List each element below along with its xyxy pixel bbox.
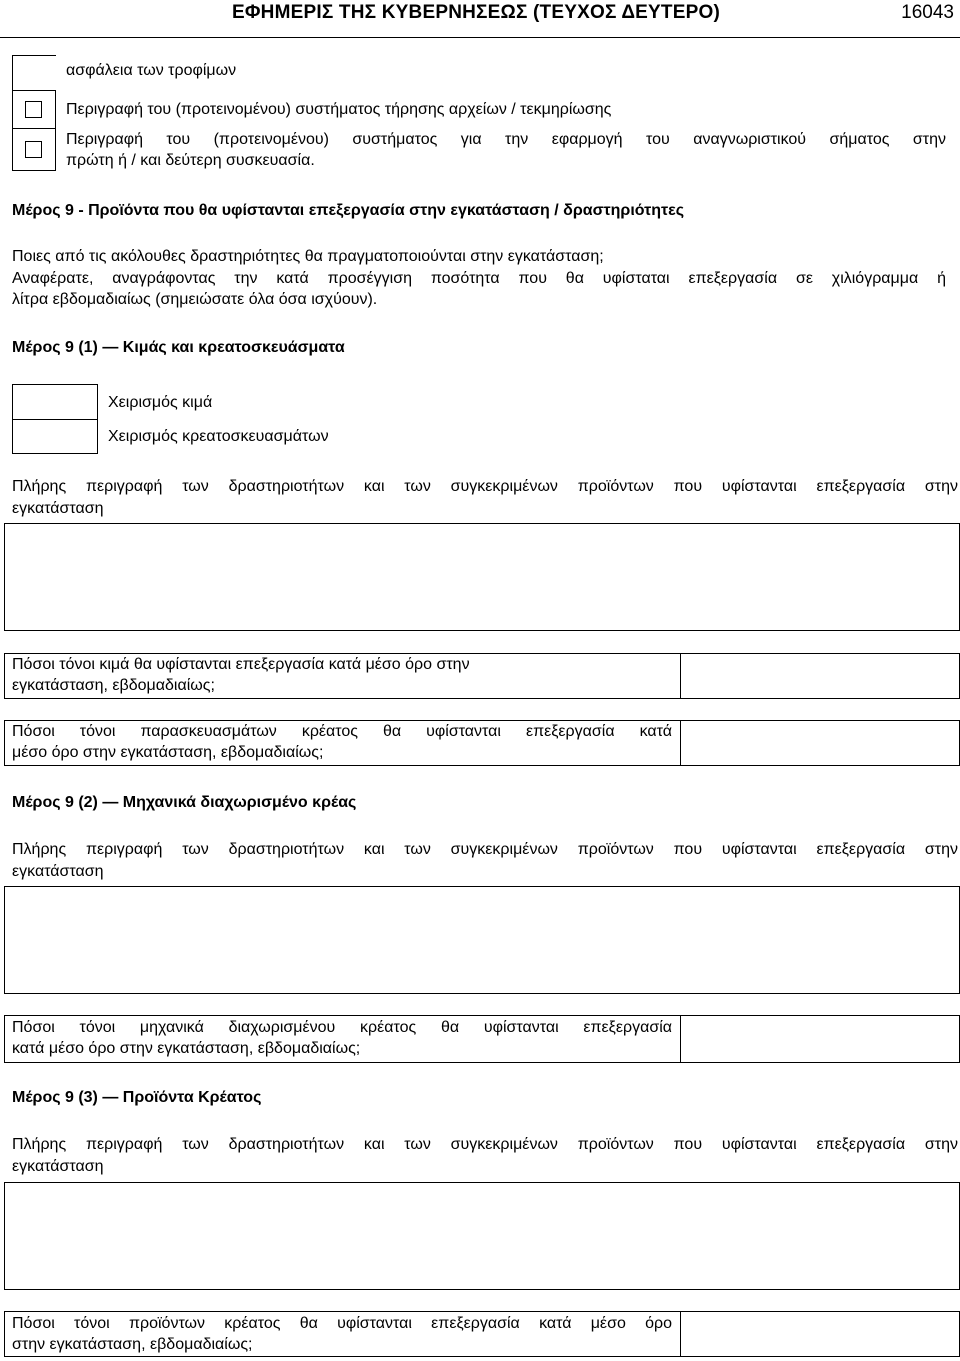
part9-1-description-line1: Πλήρης περιγραφή των δραστηριοτήτων και των συγκεκριμένων προϊόντων που υφίστανται επεξεργασία στην [12,478,958,495]
part9-1-tonnes-mince-line2: εγκατάσταση, εβδομαδιαίως; [12,677,215,694]
part9-instruction-line2: λίτρα εβδομαδιαίως (σημειώσατε όλα όσα ισχύουν). [12,291,378,308]
part9-1-description-field[interactable] [4,523,960,631]
part9-2-tonnes-line1: Πόσοι τόνοι μηχανικά διαχωρισμένου κρέατος θα υφίστανται επεξεργασία [12,1019,672,1036]
part9-2-heading: Μέρος 9 (2) — Μηχανικά διαχωρισμένο κρέας [12,794,357,811]
part9-1-tonnes-prep-line2: μέσο όρο στην εγκατάσταση, εβδομαδιαίως; [12,744,324,761]
part9-question: Ποιες από τις ακόλουθες δραστηριότητες θα πραγματοποιούνται στην εγκατάσταση; [12,248,604,265]
part9-3-tonnes-line1: Πόσοι τόνοι προϊόντων κρέατος θα υφίστανται επεξεργασία κατά μέσο όρο [12,1315,672,1332]
part9-1-tonnes-prep-line1: Πόσοι τόνοι παρασκευασμάτων κρέατος θα υφίστανται επεξεργασία κατά [12,723,672,740]
checkbox-cell-food-safety[interactable] [12,55,56,91]
option-meat-prep-label: Χειρισμός κρεατοσκευασμάτων [108,428,329,445]
checkbox-id-mark[interactable] [25,141,42,158]
checkbox-records[interactable] [25,101,42,118]
part9-1-tonnes-mince-field[interactable] [680,653,960,699]
item-id-mark-label-line2: πρώτη ή / και δεύτερη συσκευασία. [66,152,315,169]
part9-3-description-line1: Πλήρης περιγραφή των δραστηριοτήτων και των συγκεκριμένων προϊόντων που υφίστανται επεξεργασία στην [12,1136,958,1153]
part9-2-tonnes-line2: κατά μέσο όρο στην εγκατάσταση, εβδομαδιαίως; [12,1040,361,1057]
part9-heading: Μέρος 9 - Προϊόντα που θα υφίστανται επεξεργασία στην εγκατάσταση / δραστηριότητες [12,202,685,219]
part9-3-heading: Μέρος 9 (3) — Προϊόντα Κρέατος [12,1089,262,1106]
option-mince-label: Χειρισμός κιμά [108,394,213,411]
part9-3-description-line2: εγκατάσταση [12,1158,104,1175]
item-food-safety-label: ασφάλεια των τροφίμων [66,62,237,79]
part9-1-tonnes-prep-field[interactable] [680,720,960,766]
header-rule [0,37,960,38]
part9-3-tonnes-line2: στην εγκατάσταση, εβδομαδιαίως; [12,1336,253,1353]
part9-1-heading: Μέρος 9 (1) — Κιμάς και κρεατοσκευάσματα [12,339,345,356]
part9-1-description-line2: εγκατάσταση [12,500,104,517]
checkbox-meat-prep[interactable] [12,419,98,454]
page-header-title: ΕΦΗΜΕΡΙΣ ΤΗΣ ΚΥΒΕΡΝΗΣΕΩΣ (ΤΕΥΧΟΣ ΔΕΥΤΕΡΟ) [232,2,720,23]
part9-1-tonnes-mince-line1: Πόσοι τόνοι κιμά θα υφίστανται επεξεργασία κατά μέσο όρο στην [12,656,470,673]
page-number: 16043 [901,2,954,23]
part9-instruction-line1: Αναφέρατε, αναγράφοντας την κατά προσέγγιση ποσότητα που θα υφίσταται επεξεργασία σε χιλιόγραμμα ή [12,270,946,287]
part9-3-tonnes-field[interactable] [680,1311,960,1357]
item-id-mark-label-line1: Περιγραφή του (προτεινομένου) συστήματος για την εφαρμογή του αναγνωριστικού σήματος στην [66,131,946,148]
part9-2-description-field[interactable] [4,886,960,994]
part9-2-description-line2: εγκατάσταση [12,863,104,880]
part9-2-tonnes-field[interactable] [680,1015,960,1063]
checkbox-mince[interactable] [12,384,98,420]
part9-2-description-line1: Πλήρης περιγραφή των δραστηριοτήτων και των συγκεκριμένων προϊόντων που υφίστανται επεξεργασία στην [12,841,958,858]
part9-3-description-field[interactable] [4,1182,960,1290]
item-records-label: Περιγραφή του (προτεινομένου) συστήματος τήρησης αρχείων / τεκμηρίωσης [66,101,612,118]
